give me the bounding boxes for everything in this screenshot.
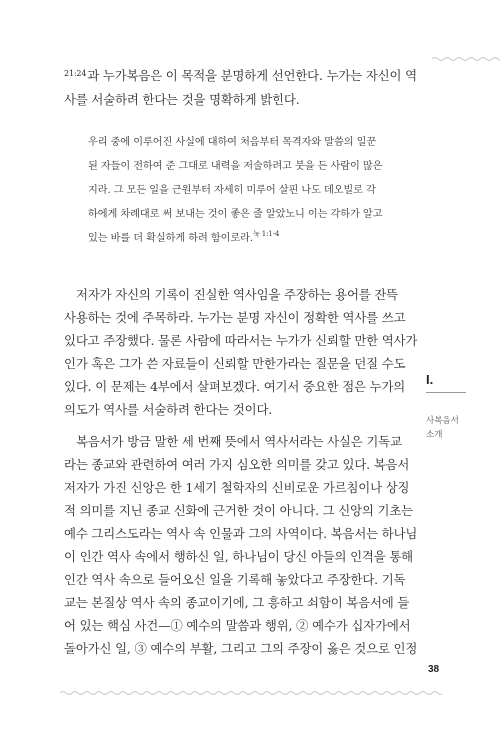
quote-line: 된 자들이 전하여 준 그대로 내력을 저술하려고 붓을 든 사람이 많은 [88, 161, 383, 172]
decorative-wave-top [432, 56, 500, 62]
quote-line: 지라. 그 모든 일을 근원부터 자세히 미루어 살핀 나도 데오빌로 각 [88, 185, 376, 196]
text-line: $^{21:24}$과 누가복음은 이 목적을 분명하게 선언한다. 누가는 자신이 역 [64, 68, 417, 83]
text-line: 사를 서술하려 한다는 것을 명확하게 밝힌다. [64, 92, 300, 107]
text-line: 돌아가신 일, ③ 예수의 부활, 그리고 그의 주장이 옳은 것으로 인정 [64, 641, 418, 656]
decorative-wave-bottom [60, 690, 442, 696]
text-line: 복음서가 방금 말한 세 번째 뜻에서 역사서라는 사실은 기독교 [76, 434, 402, 449]
text-line: 라는 종교와 관련하여 여러 가지 심오한 의미를 갖고 있다. 복음서 [64, 457, 410, 472]
part-number: I. [426, 372, 434, 387]
text-line: 어 있는 핵심 사건—① 예수의 말씀과 행위, ② 예수가 십자가에서 [64, 618, 411, 633]
section-subtitle: 소개 [426, 429, 443, 439]
text-line: 예수 그리스도라는 역사 속 인물과 그의 사역이다. 복음서는 하나님 [64, 526, 418, 541]
text-line: 교는 본질상 역사 속의 종교이기에, 그 흥하고 쇠함이 복음서에 들 [64, 595, 410, 610]
quote-line: 우리 중에 이루어진 사실에 대하여 처음부터 목격자와 말씀의 일꾼 [88, 137, 377, 148]
quote-line: 있는 바를 더 확실하게 하려 함이로라.$^{눅 1:1-4}$ [88, 230, 280, 244]
text-line: 인가 혹은 그가 쓴 자료들이 신뢰할 만한가라는 질문을 던질 수도 [64, 356, 406, 371]
quote-line: 하에게 차례대로 써 보내는 것이 좋은 줄 알았노니 이는 각하가 알고 [88, 209, 383, 220]
text-line: 저자가 자신의 기록이 진실한 역사임을 주장하는 용어를 잔뜩 [76, 287, 399, 302]
quote-reference: 눅 1:1-4 [252, 230, 280, 238]
text-line: 이 인간 역사 속에서 행하신 일, 하나님이 당신 아들의 인격을 통해 [64, 549, 413, 564]
text-line: 있다. 이 문제는 4부에서 살펴보겠다. 여기서 중요한 점은 누가의 [64, 379, 406, 394]
verse-reference: 21:24 [64, 69, 87, 78]
text-line: 의도가 역사를 서술하려 한다는 것이다. [64, 402, 273, 417]
text-line: 사용하는 것에 주목하라. 누가는 분명 자신이 정확한 역사를 쓰고 [64, 310, 406, 325]
sidebar-divider [426, 392, 466, 393]
page-number: 38 [428, 664, 440, 675]
text-line: 인간 역사 속으로 들어오신 일을 기록해 놓았다고 주장한다. 기독 [64, 572, 406, 587]
text-line: 있다고 주장했다. 물론 사람에 따라서는 누가가 신뢰할 만한 역사가 [64, 333, 418, 348]
text-line: 저자가 가진 신앙은 한 1세기 철학자의 신비로운 가르침이나 상징 [64, 480, 410, 495]
section-title: 사복음서 [426, 415, 459, 425]
text-line: 적 의미를 지닌 종교 신화에 근거한 것이 아니다. 그 신앙의 기초는 [64, 503, 413, 518]
